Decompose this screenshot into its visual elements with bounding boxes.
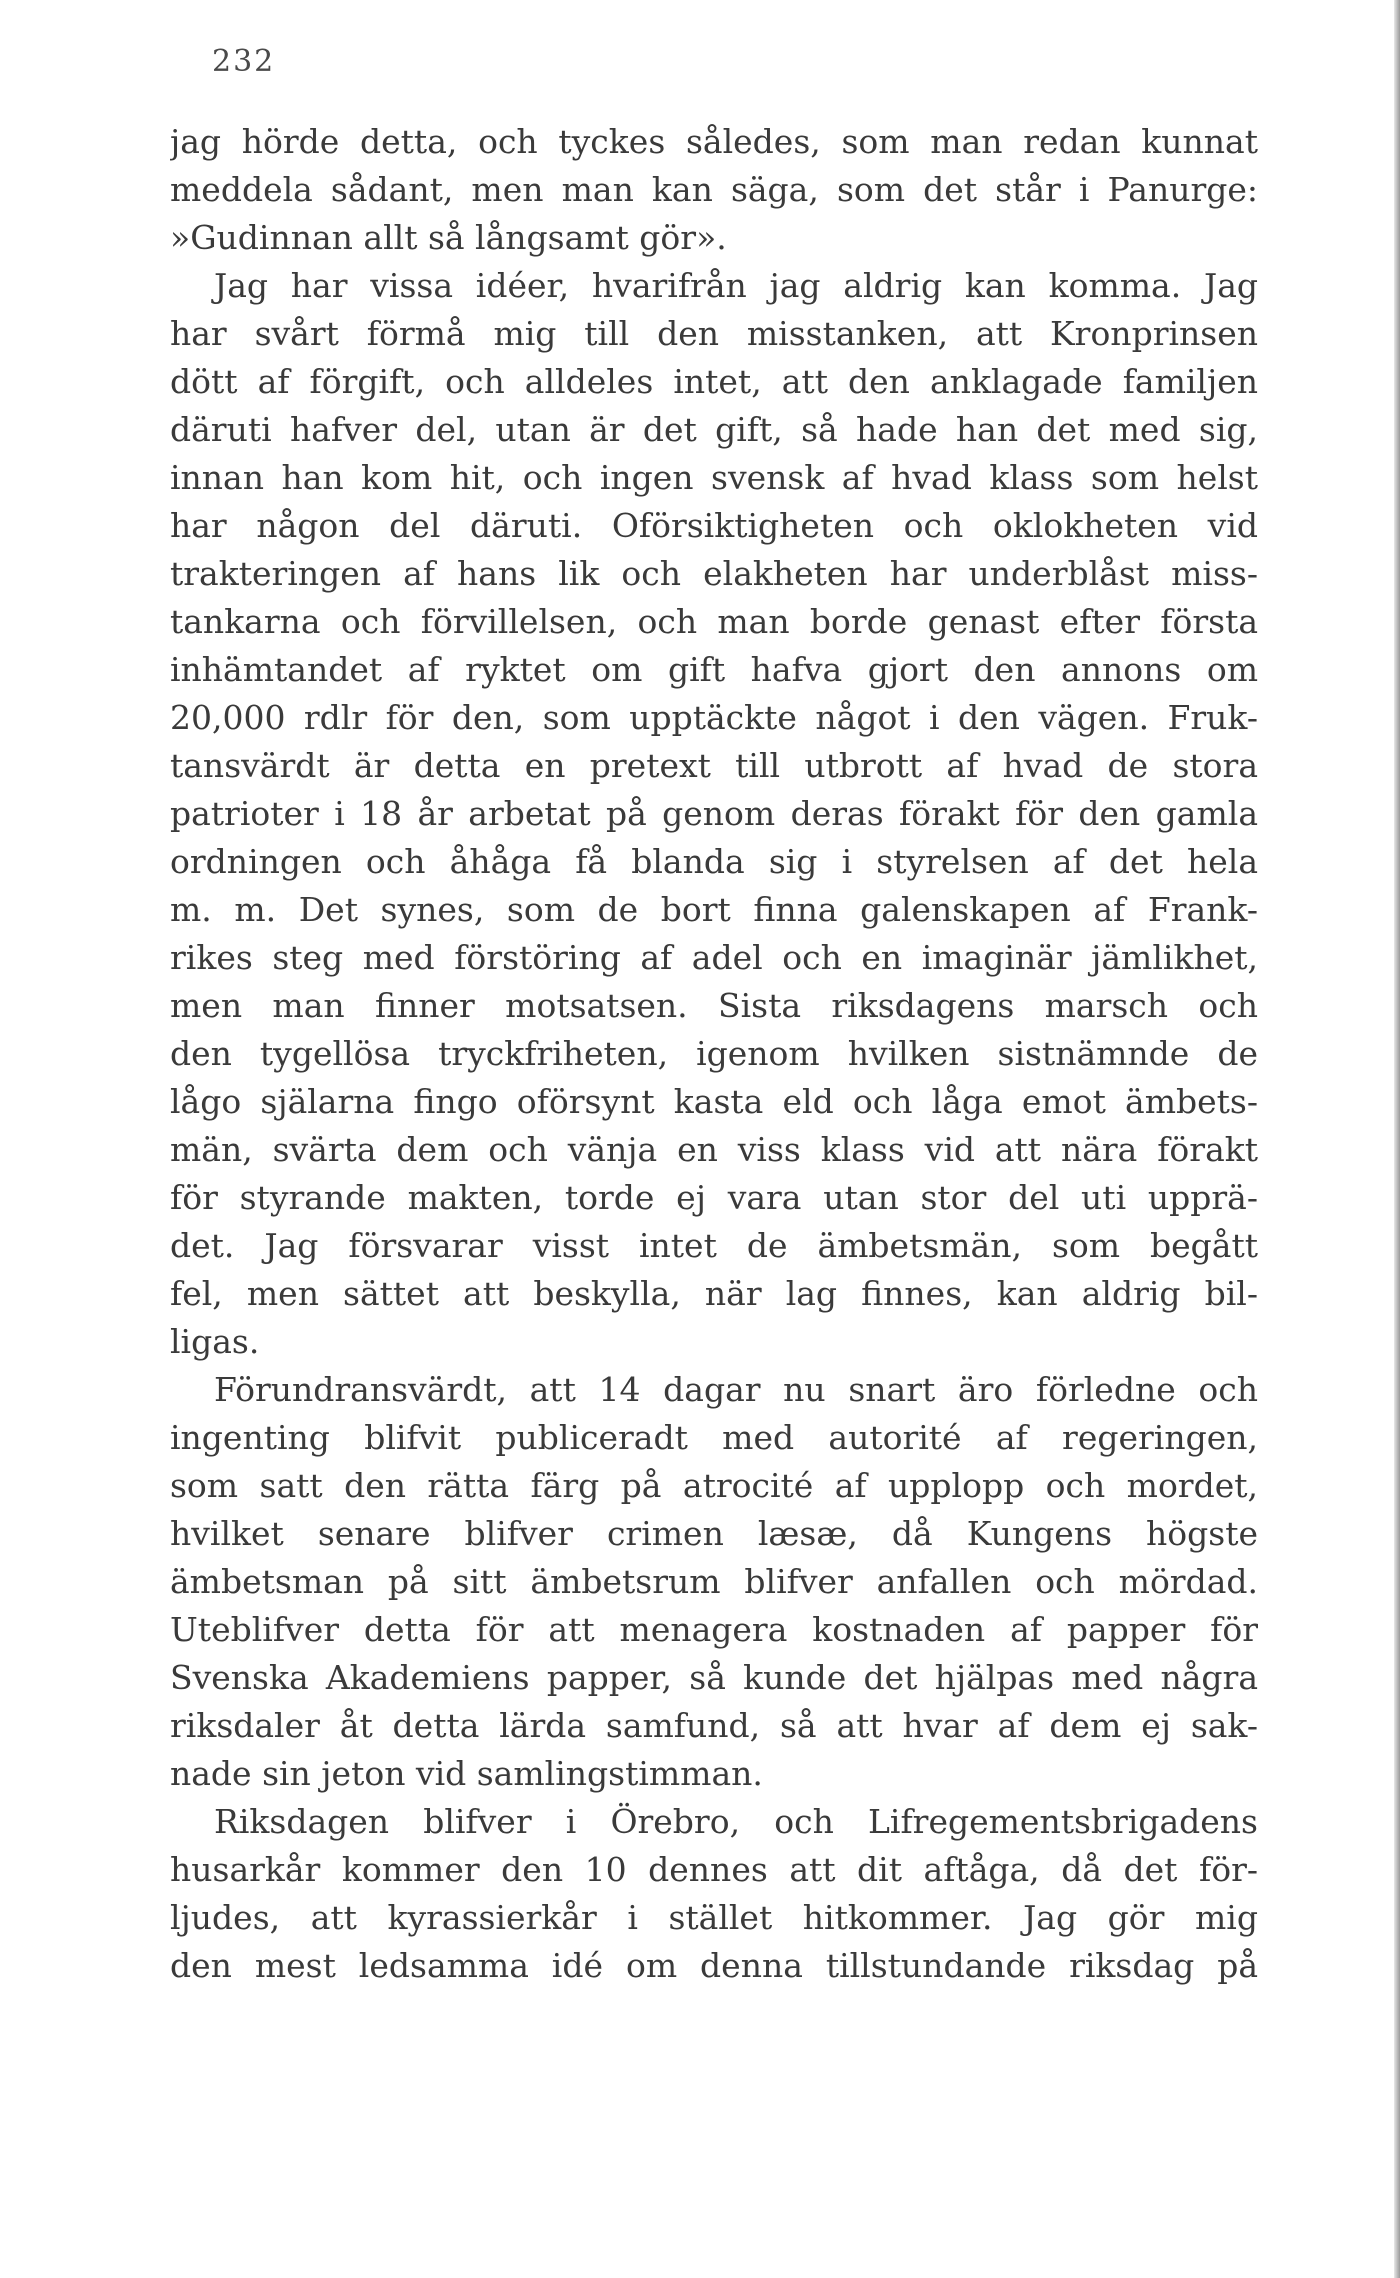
text-line: har någon del däruti. Oförsiktigheten och oklokheten vid [170,506,1258,545]
text-line: meddela sådant, men man kan säga, som det står i Panurge: [170,170,1258,209]
page-edge [1394,0,1400,2278]
text-line: Riksdagen blifver i Örebro, och Lifregementsbrigadens [214,1802,1258,1841]
text-line: hvilket senare blifver crimen læsæ, då Kungens högste [170,1514,1258,1553]
text-line: tansvärdt är detta en pretext till utbrott af hvad de stora [170,746,1258,785]
text-line: Svenska Akademiens papper, så kunde det hjälpas med några [170,1658,1258,1697]
text-line: fel, men sättet att beskylla, när lag finnes, kan aldrig bil- [170,1274,1258,1313]
text-line: patrioter i 18 år arbetat på genom deras förakt för den gamla [170,794,1258,833]
text-line: ordningen och åhåga få blanda sig i styrelsen af det hela [170,842,1258,881]
text-line: Förundransvärdt, att 14 dagar nu snart äro förledne och [214,1370,1258,1409]
text-line: ligas. [170,1322,260,1361]
text-line: men man finner motsatsen. Sista riksdagens marsch och [170,986,1258,1025]
text-line: husarkår kommer den 10 dennes att dit aftåga, då det för- [170,1850,1258,1889]
text-line: jag hörde detta, och tyckes således, som man redan kunnat [170,122,1258,161]
page-number: 232 [212,44,276,79]
text-line: det. Jag försvarar visst intet de ämbetsmän, som begått [170,1226,1258,1265]
text-line: nade sin jeton vid samlingstimman. [170,1754,763,1793]
text-line: däruti hafver del, utan är det gift, så hade han det med sig, [170,410,1258,449]
text-line: m. m. Det synes, som de bort finna galenskapen af Frank- [170,890,1258,929]
text-line: trakteringen af hans lik och elakheten har underblåst miss- [170,554,1258,593]
text-line: Uteblifver detta för att menagera kostnaden af papper för [170,1610,1258,1649]
text-line: den tygellösa tryckfriheten, igenom hvilken sistnämnde de [170,1034,1258,1073]
text-line: ljudes, att kyrassierkår i stället hitkommer. Jag gör mig [170,1898,1258,1937]
text-line: den mest ledsamma idé om denna tillstundande riksdag på [170,1946,1258,1985]
text-line: 20,000 rdlr för den, som upptäckte något i den vägen. Fruk- [170,698,1258,737]
text-line: Jag har vissa idéer, hvarifrån jag aldrig kan komma. Jag [214,266,1258,305]
text-line: lågo själarna fingo oförsynt kasta eld och låga emot ämbets- [170,1082,1258,1121]
text-line: rikes steg med förstöring af adel och en imaginär jämlikhet, [170,938,1258,977]
text-line: för styrande makten, torde ej vara utan stor del uti upprä- [170,1178,1258,1217]
text-line: har svårt förmå mig till den misstanken, att Kronprinsen [170,314,1258,353]
text-line: dött af förgift, och alldeles intet, att den anklagade familjen [170,362,1258,401]
text-line: män, svärta dem och vänja en viss klass vid att nära förakt [170,1130,1258,1169]
text-line: ingenting blifvit publiceradt med autorité af regeringen, [170,1418,1258,1457]
text-line: innan han kom hit, och ingen svensk af hvad klass som helst [170,458,1258,497]
text-line: tankarna och förvillelsen, och man borde genast efter första [170,602,1258,641]
text-line: som satt den rätta färg på atrocité af upplopp och mordet, [170,1466,1258,1505]
text-line: ämbetsman på sitt ämbetsrum blifver anfallen och mördad. [170,1562,1258,1601]
body-text [170,118,1258,1990]
text-line: inhämtandet af ryktet om gift hafva gjort den annons om [170,650,1258,689]
text-line: riksdaler åt detta lärda samfund, så att hvar af dem ej sak- [170,1706,1258,1745]
text-line: »Gudinnan allt så långsamt gör». [170,218,727,257]
